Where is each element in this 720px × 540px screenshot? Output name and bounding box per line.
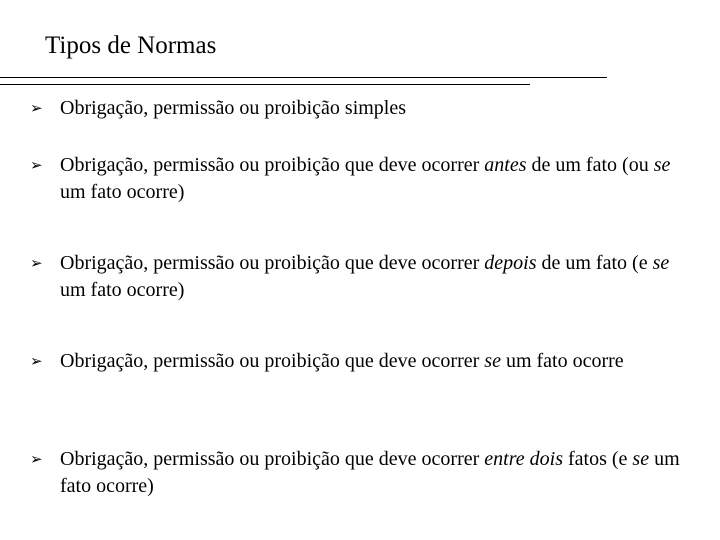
bullet-text-segment: de um fato (e	[536, 252, 653, 274]
bullet-text	[60, 348, 690, 375]
arrow-bullet-icon: ➢	[30, 254, 43, 272]
arrow-bullet-icon: ➢	[30, 450, 43, 468]
bullet-item	[30, 95, 690, 122]
bullet-text-segment: Obrigação, permissão ou proibição que deve ocorrer	[60, 252, 485, 274]
bullet-emphasis: se	[484, 350, 501, 372]
bullet-text	[60, 95, 690, 122]
bullet-item	[30, 250, 690, 304]
bullet-item	[30, 446, 690, 500]
bullet-text	[60, 250, 690, 304]
bullet-text	[60, 152, 690, 206]
bullet-text-segment: Obrigação, permissão ou proibição que deve ocorrer	[60, 448, 485, 470]
slide-title: Tipos de Normas	[45, 32, 217, 59]
arrow-bullet-icon: ➢	[30, 352, 43, 370]
arrow-bullet-icon: ➢	[30, 156, 43, 174]
bullet-text-segment: um fato ocorre	[500, 350, 624, 372]
bullet-text-segment: Obrigação, permissão ou proibição que deve ocorrer	[60, 154, 485, 176]
bullet-text-segment: um fato ocorre)	[60, 181, 185, 203]
bullet-text	[60, 446, 690, 500]
bullet-emphasis: antes	[484, 154, 527, 176]
bullet-item	[30, 152, 690, 206]
bullet-item	[30, 348, 690, 375]
bullet-text-segment: um fato ocorre)	[60, 279, 185, 301]
bullet-emphasis: se	[652, 252, 670, 274]
bullet-emphasis: entre dois	[484, 448, 563, 470]
bullet-text-segment: Obrigação, permissão ou proibição que deve ocorrer	[60, 350, 485, 372]
bullet-emphasis: se	[632, 448, 650, 470]
bullet-text-segment: fatos (e	[562, 448, 633, 470]
bullet-emphasis: se	[653, 154, 671, 176]
bullet-text-segment: Obrigação, permissão ou proibição simples	[60, 97, 407, 119]
bullet-emphasis: depois	[484, 252, 537, 274]
arrow-bullet-icon: ➢	[30, 99, 43, 117]
bullet-text-segment: de um fato (ou	[526, 154, 654, 176]
bullet-text-segment: um fato ocorre)	[60, 448, 680, 497]
